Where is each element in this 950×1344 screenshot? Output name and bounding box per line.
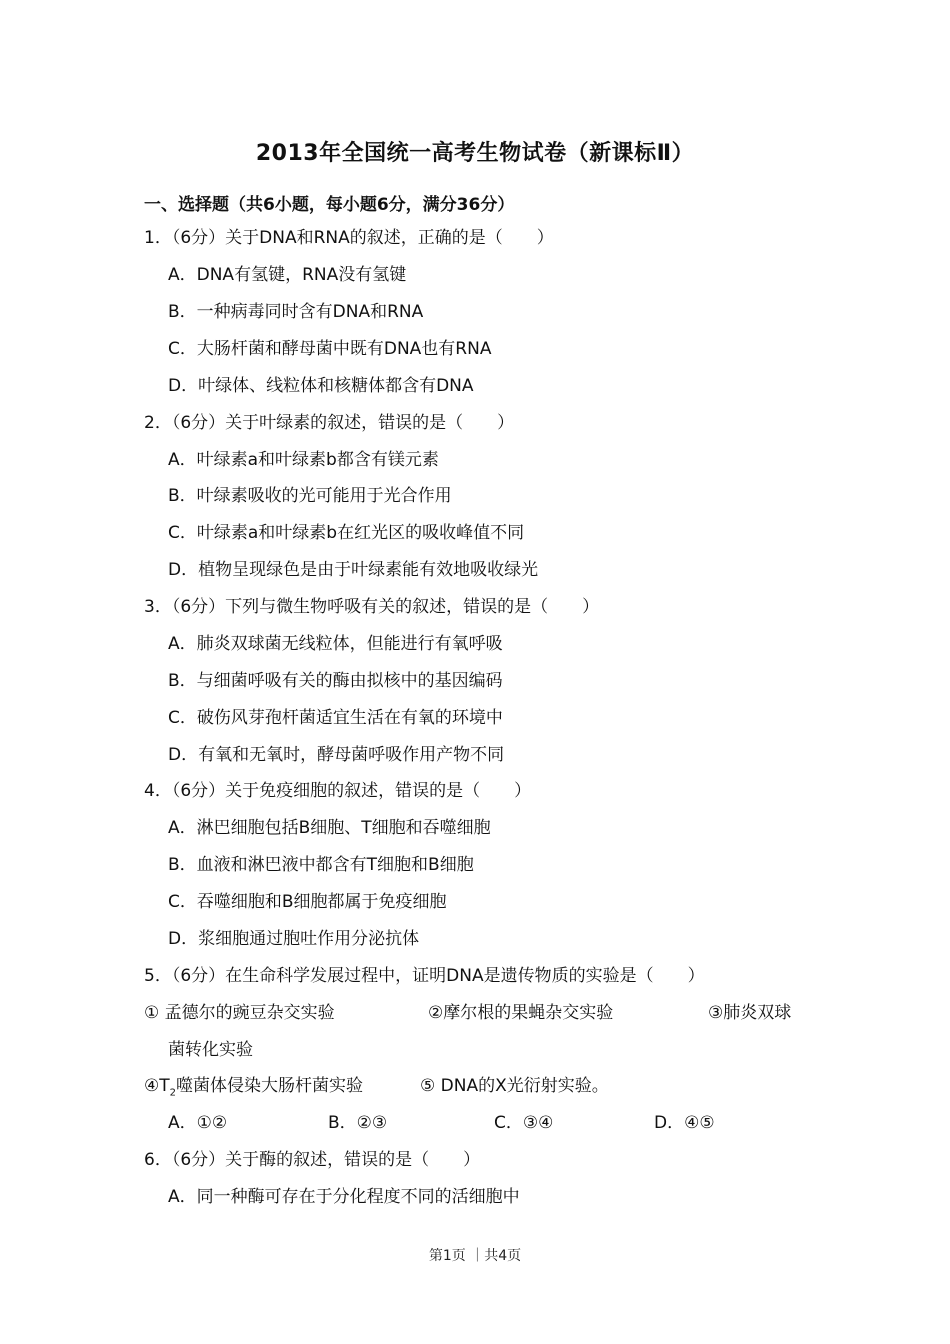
question-stem: 3．（6分）下列与微生物呼吸有关的叙述，错误的是（ ） bbox=[144, 597, 600, 617]
page-title: 2013年全国统一高考生物试卷（新课标Ⅱ） bbox=[255, 141, 695, 166]
question-stem: 4．（6分）关于免疫细胞的叙述，错误的是（ ） bbox=[144, 781, 532, 801]
option-a: A．叶绿素a和叶绿素b都含有镁元素 bbox=[168, 450, 439, 470]
option-c: C．③④ bbox=[494, 1113, 554, 1133]
experiment-item-2: ②摩尔根的果蝇杂交实验 bbox=[428, 1003, 614, 1023]
option-b: B．叶绿素吸收的光可能用于光合作用 bbox=[168, 486, 452, 506]
option-d: D．植物呈现绿色是由于叶绿素能有效地吸收绿光 bbox=[168, 560, 539, 580]
question-stem: 1．（6分）关于DNA和RNA的叙述，正确的是（ ） bbox=[144, 228, 554, 248]
page-footer: 第1页 ｜共4页 bbox=[428, 1248, 522, 1264]
experiment-item-5: ⑤ DNA的X光衍射实验。 bbox=[420, 1076, 609, 1096]
question-stem: 5．（6分）在生命科学发展过程中，证明DNA是遗传物质的实验是（ ） bbox=[144, 966, 705, 986]
option-a: A．同一种酶可存在于分化程度不同的活细胞中 bbox=[168, 1187, 520, 1207]
option-a: A．淋巴细胞包括B细胞、T细胞和吞噬细胞 bbox=[168, 818, 491, 838]
option-c: C．叶绿素a和叶绿素b在红光区的吸收峰值不同 bbox=[168, 523, 525, 543]
option-d: D．叶绿体、线粒体和核糖体都含有DNA bbox=[168, 376, 474, 396]
option-d: D．④⑤ bbox=[654, 1113, 715, 1133]
experiment-item-4 bbox=[144, 1074, 363, 1105]
option-a: A．DNA有氢键，RNA没有氢键 bbox=[168, 265, 407, 285]
option-a: A．①② bbox=[168, 1113, 228, 1133]
option-b: B．一种病毒同时含有DNA和RNA bbox=[168, 302, 424, 322]
option-c: C．吞噬细胞和B细胞都属于免疫细胞 bbox=[168, 892, 447, 912]
experiment-item-4-prefix: ④T bbox=[144, 1076, 170, 1096]
option-b: B．血液和淋巴液中都含有T细胞和B细胞 bbox=[168, 855, 474, 875]
option-b: B．②③ bbox=[328, 1113, 388, 1133]
question-stem: 6．（6分）关于酶的叙述，错误的是（ ） bbox=[144, 1150, 481, 1170]
option-a: A．肺炎双球菌无线粒体，但能进行有氧呼吸 bbox=[168, 634, 503, 654]
option-b: B．与细菌呼吸有关的酶由拟核中的基因编码 bbox=[168, 671, 503, 691]
option-c: C．破伤风芽孢杆菌适宜生活在有氧的环境中 bbox=[168, 708, 503, 728]
option-d: D．有氧和无氧时，酵母菌呼吸作用产物不同 bbox=[168, 745, 505, 765]
option-c: C．大肠杆菌和酵母菌中既有DNA也有RNA bbox=[168, 339, 492, 359]
experiment-item-3: ③肺炎双球 bbox=[708, 1003, 792, 1023]
experiment-item-1: ① 孟德尔的豌豆杂交实验 bbox=[144, 1003, 335, 1023]
experiment-item-4-text: 噬菌体侵染大肠杆菌实验 bbox=[176, 1076, 363, 1096]
question-stem: 2．（6分）关于叶绿素的叙述，错误的是（ ） bbox=[144, 413, 515, 433]
option-d: D．浆细胞通过胞吐作用分泌抗体 bbox=[168, 929, 420, 949]
experiment-item-3-continued: 菌转化实验 bbox=[168, 1040, 253, 1060]
section-heading: 一、选择题（共6小题，每小题6分，满分36分） bbox=[144, 195, 515, 215]
subscript: 2 bbox=[169, 1087, 176, 1099]
